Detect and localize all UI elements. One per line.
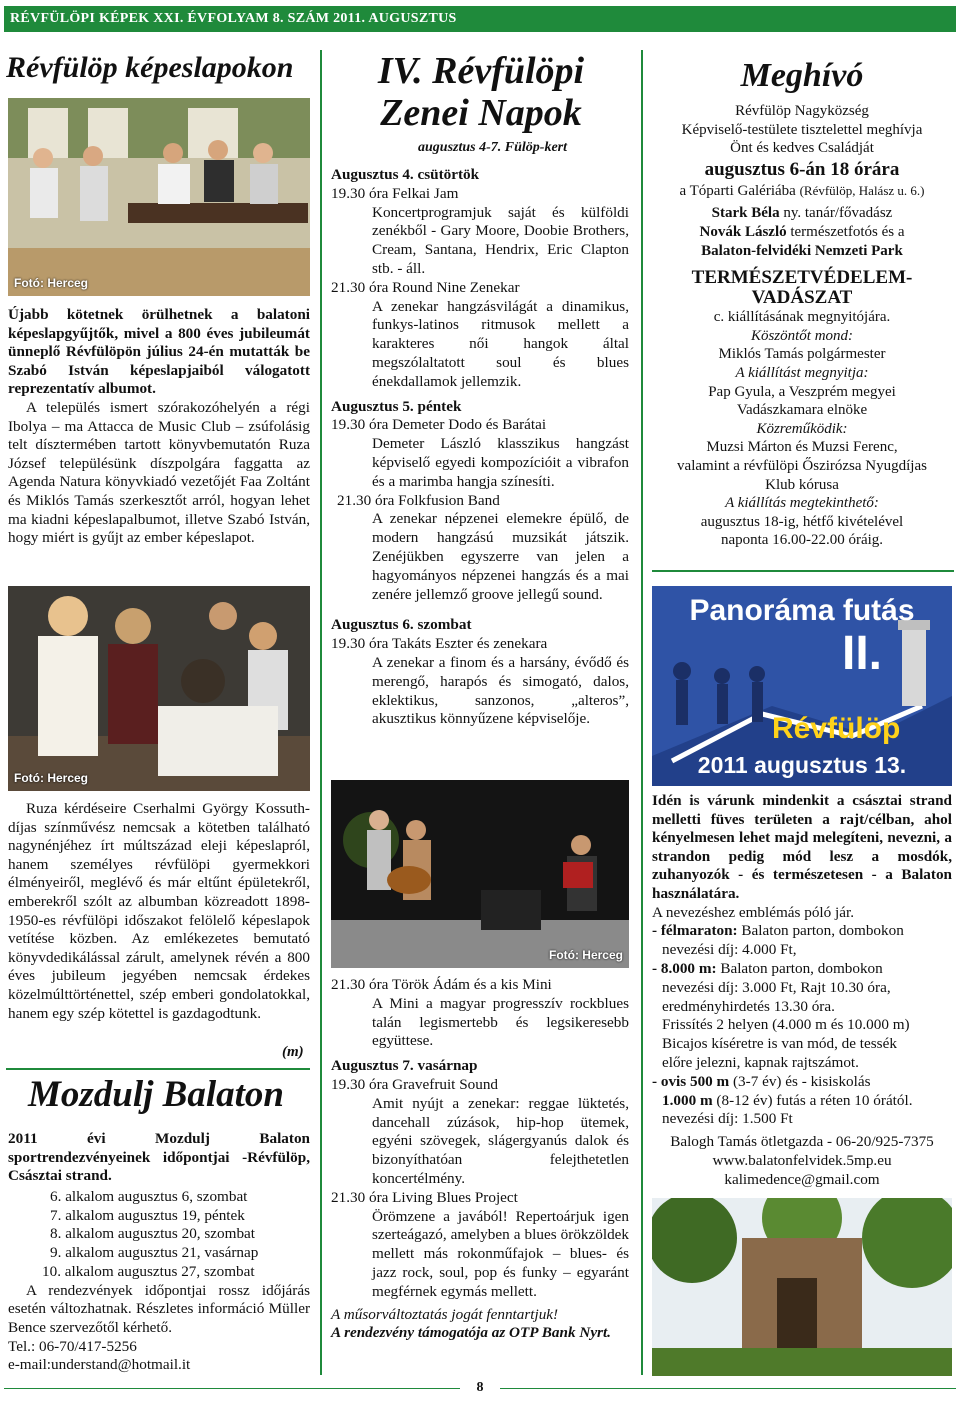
poster-date: 2011 augusztus 13. (697, 752, 907, 778)
festival-title-line1: IV. Révfülöpi (377, 50, 585, 92)
run-desc: (8-12 év) futás a réten 10 órától. (712, 1091, 913, 1109)
mozdulj-lead: 2011 évi Mozdulj Balaton sportrendezvényeinek időpontjai -Révfülöp, Császtai strand. (8, 1130, 310, 1185)
run-category: - 8.000 m: (652, 959, 717, 977)
festival-subtitle: augusztus 4-7. Fülöp-kert (418, 140, 567, 155)
run-category: 1.000 m (662, 1091, 713, 1109)
photo-ruin (652, 1198, 952, 1376)
invitation-venue (652, 182, 952, 201)
invitation-line: augusztus 18-ig, hétfő kivételével (700, 513, 904, 530)
program-event: 19.30 óra Demeter Dodo és Barátai (331, 416, 547, 434)
run-details (652, 904, 952, 1190)
program-event: 19.30 óra Takáts Eszter és zenekara (331, 635, 548, 653)
mozdulj-tel: Tel.: 06-70/417-5256 (8, 1337, 137, 1355)
festival-program-2 (331, 976, 629, 1343)
program-event: 21.30 óra Folkfusion Band (337, 491, 500, 509)
festival-title-line2: Zenei Napok (380, 92, 582, 134)
program-day: Augusztus 5. péntek (331, 397, 462, 415)
person-title: ny. tanár/fővadász (779, 205, 893, 222)
program-sponsor: A rendezvény támogatója az OTP Bank Nyrt. (331, 1324, 611, 1342)
article-title: Révfülöp képeslapokon (6, 51, 294, 84)
invitation-line: Muzsi Márton és Muzsi Ferenc, (706, 439, 898, 456)
run-line: nevezési díj: 1.500 Ft (662, 1110, 793, 1128)
venue-name: a Tóparti Galériába (679, 182, 796, 199)
invitation-line: Révfülöp Nagyközség (735, 103, 869, 119)
program-desc: A Mini a magyar progresszív rockblues talán legismertebb és legsikeresebb együttese. (372, 994, 629, 1050)
run-line: eredményhirdetés 13.30 óra. (662, 997, 835, 1015)
run-line: Bicajos kíséretre is van mód, de tessék (662, 1035, 897, 1053)
invitation-line: Vadászkamara elnöke (736, 402, 868, 419)
section-divider (652, 570, 954, 572)
program-footer: A műsorváltoztatás jogát fenntartjuk! (331, 1305, 559, 1323)
section-divider (6, 1068, 310, 1070)
exhibition-title: VADÁSZAT (751, 287, 853, 309)
festival-program (331, 166, 629, 729)
program-desc: A zenekar a finom és a harsány, évődő és merengő, harapós és simogató, dalos, eklektikus, sanzonos, „alteros”, akusztikus könnyűzene képviselője. (372, 653, 629, 728)
list-item: 7. alkalom augusztus 19, péntek (50, 1206, 245, 1224)
venue-address: (Révfülöp, Halász u. 6.) (799, 182, 925, 198)
page-header-text: RÉVFÜLÖPI KÉPEK XXI. ÉVFOLYAM 8. SZÁM 2011. AUGUSZTUS (10, 11, 457, 26)
mozdulj-note: A rendezvények időpontjai rossz időjárás esetén változhatnak. Részletes információ Müller Bence szervezőtől kérhető. (8, 1281, 310, 1336)
invitation-line: Képviselő-testülete tisztelettel meghívja (681, 121, 923, 138)
program-event: 19.30 óra Gravefruit Sound (331, 1075, 499, 1093)
column-divider (641, 50, 643, 1375)
article-paragraph: A település ismert szórakozóhelyén a régi Ibolya – ma Attacca de Music Club – zsúfolásig telt dísztermében tartott könyvbemutatón Ruza József településünk díszpolgára faggatta az Agenda Natura könyvkiadó vezetőjét Faa Zoltánt és Miklós Tamás szerkesztőt arról, hogyan lehet ma kiadni képeslapalbumot, illetve Szabó István, hogy miért is gyűjt az ember képeslapot. (8, 398, 310, 547)
invitation-role: Közreműködik: (756, 420, 848, 437)
run-line: nevezési díj: 3.000 Ft, Rajt 10.30 óra, (662, 978, 891, 996)
run-line: Frissítés 2 helyen (4.000 m és 10.000 m) (662, 1016, 910, 1034)
photo-signing-image (8, 586, 310, 791)
photo-concert (331, 780, 629, 968)
invitation-line: valamint a révfülöpi Őszirózsa Nyugdíjas (677, 457, 927, 474)
run-desc: Balaton parton, dombokon (737, 922, 904, 940)
list-item: 9. alkalom augusztus 21, vasárnap (50, 1244, 259, 1262)
photo-signing (8, 586, 310, 791)
photo-credit: Fotó: Herceg (548, 948, 623, 962)
page-number: 8 (476, 1380, 484, 1395)
bottom-rule (500, 1388, 956, 1389)
run-line: előre jelezni, kapnak rajtszámot. (662, 1053, 859, 1071)
invitation-line: Pap Gyula, a Veszprém megyei (708, 383, 896, 400)
photo-concert-image (331, 780, 629, 968)
panorama-run-poster (652, 586, 952, 786)
page-header-bar (4, 6, 956, 32)
list-item: 10. alkalom augusztus 27, szombat (42, 1262, 255, 1280)
exhibition-title: TERMÉSZETVÉDELEM- (691, 267, 913, 289)
person-name: Stark Béla (711, 205, 780, 222)
program-desc: A zenekar hangzásvilágát a dinamikus, funkys-latinos ritmusok mellett a karakteres női hangok által megszólaltatott soul és blues énekdallamok jellemzik. (372, 297, 629, 390)
invitation-text (652, 102, 952, 550)
mozdulj-title: Mozdulj Balaton (28, 1074, 285, 1115)
photo-credit: Fotó: Herceg (14, 771, 89, 785)
photo-book-launch-image (8, 98, 310, 296)
program-event: 21.30 óra Living Blues Project (331, 1188, 518, 1206)
run-website[interactable]: www.balatonfelvidek.5mp.eu (712, 1151, 892, 1169)
invitation-line: Klub kórusa (765, 476, 839, 493)
run-contact: Balogh Tamás ötletgazda - 06-20/925-7375 (670, 1133, 934, 1151)
invitation-role: Köszöntőt mond: (750, 327, 854, 344)
run-info (652, 792, 952, 1190)
mozdulj-section (8, 1130, 310, 1375)
run-email[interactable]: kalimedence@gmail.com (724, 1170, 880, 1188)
festival-title (331, 50, 631, 134)
run-category: - ovis 500 m (652, 1072, 730, 1090)
article-paragraph: Ruza kérdéseire Cserhalmi György Kossuth-díjas színművész nemcsak a kötetben található nagynénjéhez írt múltszázad eleji képeslapról, hanem személyes révfülöpi gyermekkori élményeiről, meglévő és már eltűnt épületekről, emberekről szólt az albumban közreadott 1898-1950-es révfülöpi időszakot felölelő képeslapok vetítése közben. Az emlékezetes bemutató könyvdedikálással zárult, amelynek révén a 800 éves jubileum jegyében nemcsak érdekes közelmúlttörténettel, szép emberi gondolatokkal, hanem egy szép kötettel is gazdagodtunk. (8, 800, 310, 1022)
program-desc: Demeter László klasszikus hangzást képviselő egyedi kompozícióit a vibrafon és a marimba hangja színesíti. (372, 435, 629, 490)
invitation-line: Balaton-felvidéki Nemzeti Park (701, 242, 903, 259)
program-day: Augusztus 4. csütörtök (331, 166, 480, 183)
poster-title: Panoráma futás (689, 594, 915, 627)
program-event: 21.30 óra Round Nine Zenekar (331, 278, 520, 296)
invitation-line: Önt és kedves Családját (730, 140, 874, 157)
program-desc: A zenekar népzenei elemekre épülő, de modern hangzású muzsikát játszik. Zenéjükben egyszerre van jelen a hagyományos népzenei hangzás és a mai zenére jellemző groove jellegű sound. (372, 510, 629, 603)
article-signature: (m) (282, 1044, 304, 1060)
bottom-rule (4, 1388, 460, 1389)
invitation-line: naponta 16.00-22.00 óráig. (720, 532, 884, 549)
program-desc: Örömzene a javából! Repertoárjuk igen szerteágazó, amelyben a blues örökzöldek mellett más rokonműfajok – blues- és jazz rock, soul, pop és funky – egyaránt megférnek egymás mellett. (372, 1207, 629, 1300)
article-lead: Újabb kötetnek örülhetnek a balatoni képeslapgyűjtők, mivel a 800 éves jubileumát ünneplő Révfülöpön július 24-én mutatták be Szabó István képeslapjaiból válogatott reprezentatív albumot. (8, 306, 310, 398)
photo-book-launch (8, 98, 310, 296)
run-desc: Balaton parton, dombokon (716, 959, 883, 977)
run-line: nevezési díj: 4.000 Ft, (662, 941, 797, 959)
mozdulj-email[interactable]: e-mail:understand@hotmail.it (8, 1356, 191, 1374)
program-desc: Amit nyújt a zenekar: reggae lüktetés, dancehall zúzások, hip-hop ütemek, egyéni szövegek, slágergyanús dalok és bizonyíthatóan felejthetetlen koncertélmény. (372, 1094, 629, 1187)
article-body (8, 306, 310, 548)
invitation-line: Miklós Tamás polgármester (718, 346, 886, 363)
run-line (652, 922, 952, 941)
program-day: Augusztus 7. vasárnap (331, 1057, 478, 1075)
run-line: A nevezéshez emblémás póló jár. (652, 903, 855, 921)
run-line (652, 1092, 952, 1111)
person-title: természetfotós és a (786, 223, 905, 240)
mozdulj-dates (8, 1188, 310, 1282)
invitation-role: A kiállítás megtekinthető: (725, 495, 879, 512)
program-event: 19.30 óra Felkai Jam (331, 184, 459, 202)
list-item: 6. alkalom augusztus 6, szombat (50, 1187, 248, 1205)
program-event: 21.30 óra Török Ádám és a kis Mini (331, 976, 552, 993)
run-line (652, 1073, 952, 1092)
run-line (652, 960, 952, 979)
invitation-line (652, 223, 952, 242)
photo-ruin-image (652, 1198, 952, 1376)
invitation-title: Meghívó (740, 57, 864, 94)
column-divider (320, 50, 322, 1375)
list-item: 8. alkalom augusztus 20, szombat (50, 1225, 255, 1243)
run-category: - félmaraton: (652, 922, 738, 940)
run-lead: Idén is várunk mindenkit a császtai strand melletti füves területen a rajt/célban, ahol kényelmesen lehet majd melegíteni, nevezni, a strandon pedig mód lesz a mosdók, zuhanyozók - és természetesen - a Balaton használatára. (652, 792, 952, 902)
program-day: Augusztus 6. szombat (331, 616, 472, 634)
run-desc: (3-7 év) és - kisiskolás (729, 1072, 871, 1090)
invitation-line: c. kiállításának megnyitójára. (713, 309, 891, 326)
invitation-role: A kiállítást megnyitja: (735, 364, 869, 381)
poster-location: Révfülöp (772, 712, 901, 745)
program-desc: Koncertprogramjuk saját és külföldi zenékből - Gary Moore, Doobie Brothers, Cream, Santana, Hendrix, Eric Clapton stb. - áll. (372, 203, 629, 277)
poster-edition: II. (842, 627, 883, 680)
invitation-line (652, 204, 952, 223)
person-name: Novák László (699, 223, 787, 240)
invitation-date: augusztus 6-án 18 órára (704, 158, 900, 180)
photo-credit: Fotó: Herceg (14, 276, 89, 290)
article-body-2 (8, 800, 310, 1023)
